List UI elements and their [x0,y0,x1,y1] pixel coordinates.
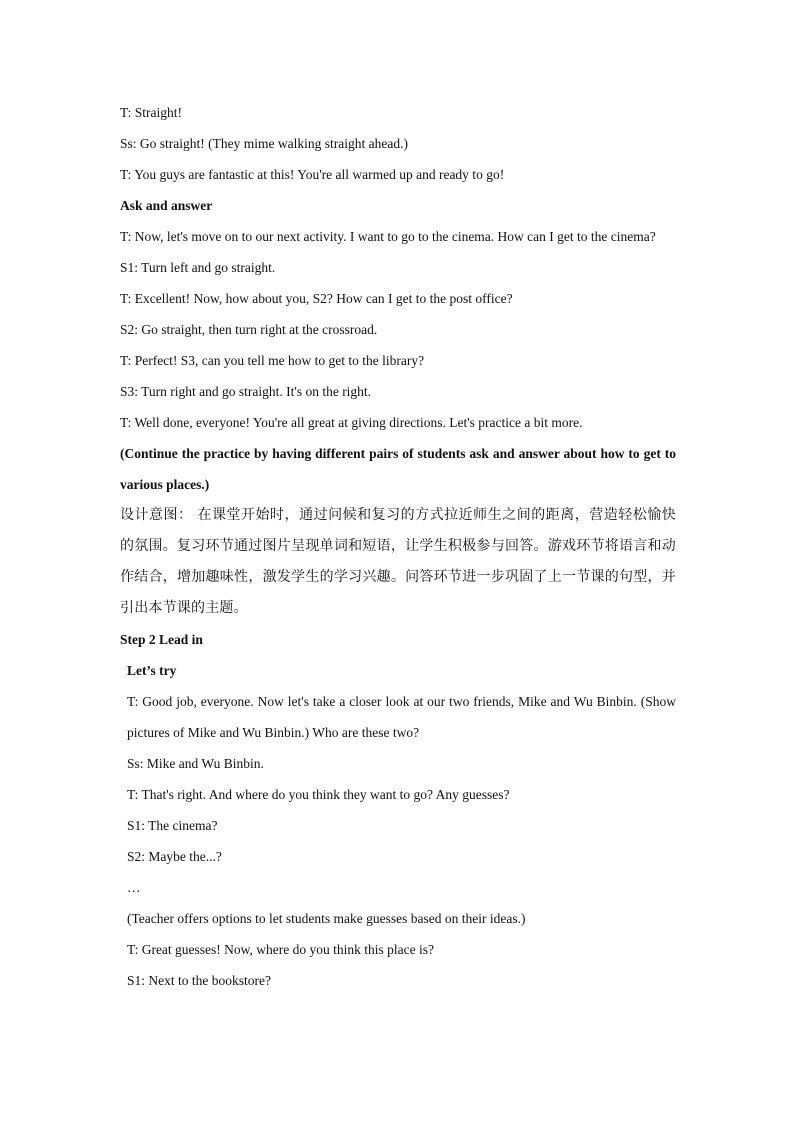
teacher-note: (Teacher offers options to let students make guesses based on their ideas.) [127,911,526,926]
section-heading-ask-and-answer: Ask and answer [120,198,213,213]
dialogue-line: T: Excellent! Now, how about you, S2? How can I get to the post office? [120,291,513,306]
dialogue-line: S3: Turn right and go straight. It's on the right. [120,384,372,399]
document-page [120,97,676,996]
practice-instruction: (Continue the practice by having different pairs of students ask and answer about how to get to various places.) [120,446,676,492]
dialogue-line: S2: Go straight, then turn right at the crossroad. [120,322,378,337]
dialogue-line: T: Now, let's move on to our next activity. I want to go to the cinema. How can I get to the cinema? [120,229,656,244]
dialogue-line: S1: The cinema? [127,818,218,833]
dialogue-line: T: Good job, everyone. Now let's take a closer look at our two friends, Mike and Wu Binbin. (Show pictures of Mike and Wu Binbin.) Who are these two? [127,694,676,740]
dialogue-line: T: Straight! [120,105,182,120]
dialogue-line: T: You guys are fantastic at this! You're all warmed up and ready to go! [120,167,505,182]
dialogue-line: T: Perfect! S3, can you tell me how to get to the library? [120,353,425,368]
dialogue-line: S1: Turn left and go straight. [120,260,276,275]
dialogue-line: T: That's right. And where do you think they want to go? Any guesses? [127,787,510,802]
ellipsis-line: … [127,880,141,895]
dialogue-line: S2: Maybe the...? [127,849,222,864]
dialogue-line: Ss: Mike and Wu Binbin. [127,756,264,771]
subheading-lets-try: Let’s try [127,663,177,678]
dialogue-line: T: Well done, everyone! You're all great at giving directions. Let's practice a bit more. [120,415,583,430]
dialogue-line: Ss: Go straight! (They mime walking straight ahead.) [120,136,408,151]
dialogue-line: T: Great guesses! Now, where do you think this place is? [127,942,434,957]
design-intent-paragraph: 设计意图： 在课堂开始时，通过问候和复习的方式拉近师生之间的距离，营造轻松愉快的氛围。复习环节通过图片呈现单词和短语，让学生积极参与回答。游戏环节将语言和动作结合，增加趣味性，激发学生的学习兴趣。问答环节进一步巩固了上一节课的句型，并引出本节课的主题。 [120,507,676,616]
dialogue-line: S1: Next to the bookstore? [127,973,271,988]
step-heading: Step 2 Lead in [120,632,203,647]
